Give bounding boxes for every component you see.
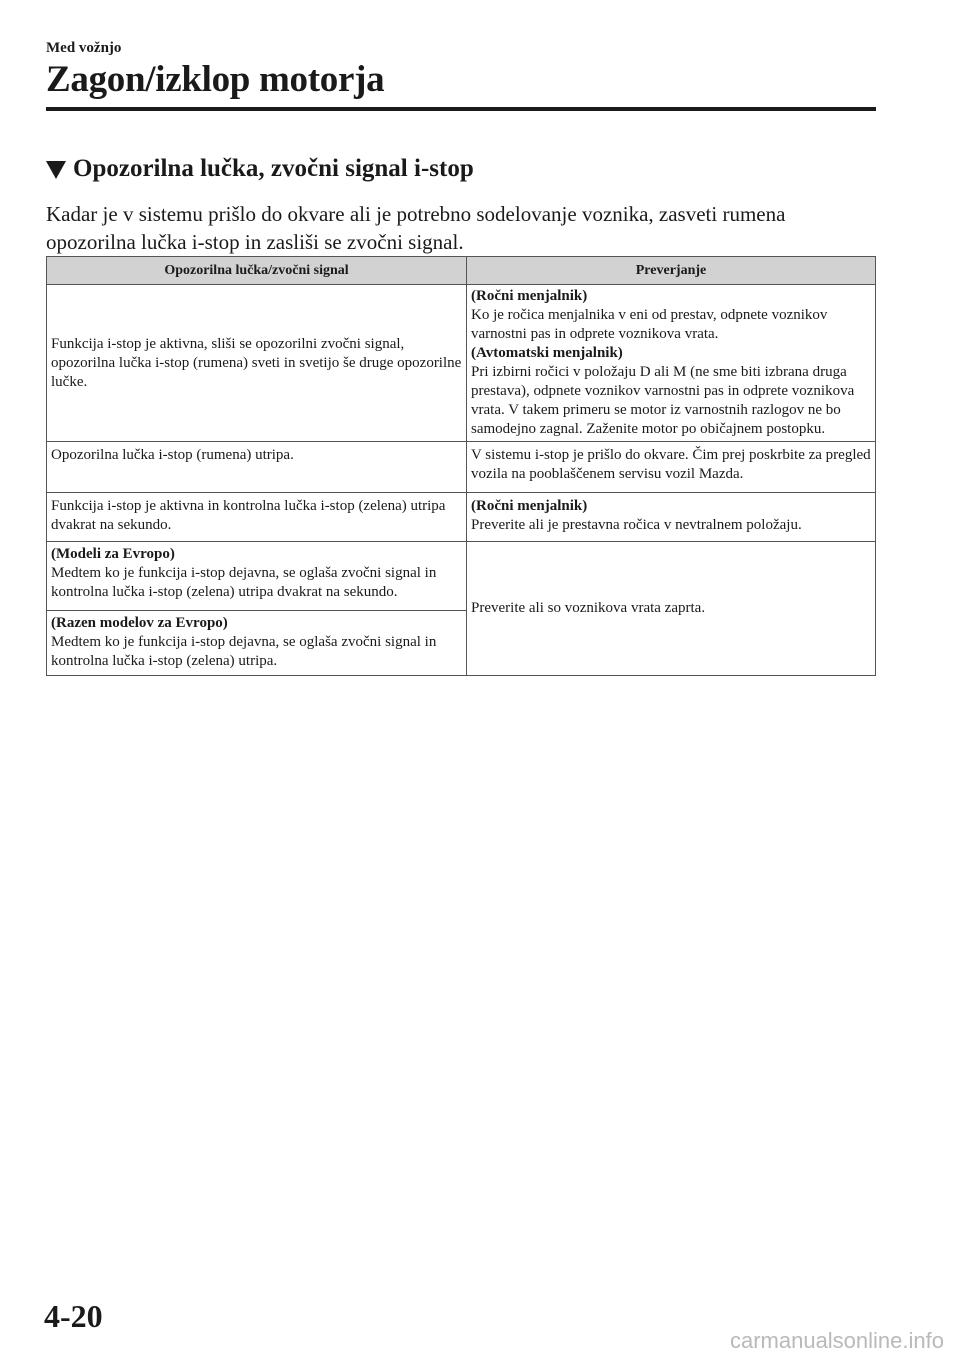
column-header-signal: Opozorilna lučka/zvočni signal bbox=[47, 257, 467, 285]
check-cell: Preverite ali so voznikova vrata zaprta. bbox=[467, 542, 876, 676]
subsection-title: Opozorilna lučka, zvočni signal i-stop bbox=[73, 155, 474, 182]
check-heading: (Ročni menjalnik) bbox=[471, 498, 588, 514]
check-text: Ko je ročica menjalnika v eni od prestav, odpnete voznikov varnostni pas in odprete voznikova vrata. bbox=[471, 307, 828, 342]
signal-heading: (Modeli za Evropo) bbox=[51, 546, 175, 562]
check-heading: (Avtomatski menjalnik) bbox=[471, 345, 623, 361]
signal-cell: Opozorilna lučka i-stop (rumena) utripa. bbox=[47, 442, 467, 493]
table-row bbox=[47, 493, 876, 542]
chapter-title: Zagon/izklop motorja bbox=[46, 59, 385, 100]
column-header-check: Preverjanje bbox=[467, 257, 876, 285]
table-row bbox=[47, 285, 876, 442]
signal-cell: Funkcija i-stop je aktivna in kontrolna lučka i-stop (zelena) utripa dvakrat na sekundo. bbox=[47, 493, 467, 542]
signal-cell bbox=[47, 611, 467, 676]
signal-text: Medtem ko je funkcija i-stop dejavna, se oglaša zvočni signal in kontrolna lučka i-stop (zelena) utripa. bbox=[51, 634, 437, 669]
chapter-divider bbox=[46, 107, 876, 111]
section-label: Med vožnjo bbox=[46, 40, 122, 56]
check-cell: V sistemu i-stop je prišlo do okvare. Čim prej poskrbite za pregled vozila na pooblaščenem servisu vozil Mazda. bbox=[467, 442, 876, 493]
watermark: carmanualsonline.info bbox=[729, 1328, 944, 1353]
signal-heading: (Razen modelov za Evropo) bbox=[51, 615, 228, 631]
table-header-row bbox=[47, 257, 876, 285]
subsection-heading bbox=[46, 155, 474, 183]
page-number: 4-20 bbox=[44, 1298, 103, 1334]
check-text: Preverite ali je prestavna ročica v nevtralnem položaju. bbox=[471, 517, 802, 533]
warning-table bbox=[46, 256, 876, 676]
signal-cell bbox=[47, 542, 467, 611]
check-text: Pri izbirni ročici v položaju D ali M (ne sme biti izbrana druga prestava), odpnete voznikov varnostni pas in odprete voznikova vrata. V takem primeru se motor iz varnostnih razlogov ne bo samodejno zagnal. Zaženite motor po običajnem postopku. bbox=[471, 364, 855, 437]
check-cell bbox=[467, 493, 876, 542]
signal-text: Medtem ko je funkcija i-stop dejavna, se oglaša zvočni signal in kontrolna lučka i-stop (zelena) utripa dvakrat na sekundo. bbox=[51, 565, 437, 600]
signal-cell: Funkcija i-stop je aktivna, sliši se opozorilni zvočni signal, opozorilna lučka i-stop (rumena) sveti in svetijo še druge opozorilne lučke. bbox=[47, 285, 467, 442]
table-row bbox=[47, 442, 876, 493]
table-row bbox=[47, 542, 876, 611]
check-heading: (Ročni menjalnik) bbox=[471, 288, 588, 304]
check-cell bbox=[467, 285, 876, 442]
down-triangle-icon bbox=[46, 161, 66, 179]
intro-paragraph: Kadar je v sistemu prišlo do okvare ali je potrebno sodelovanje voznika, zasveti rumena opozorilna lučka i-stop in zasliši se zvočni signal. bbox=[46, 202, 786, 254]
